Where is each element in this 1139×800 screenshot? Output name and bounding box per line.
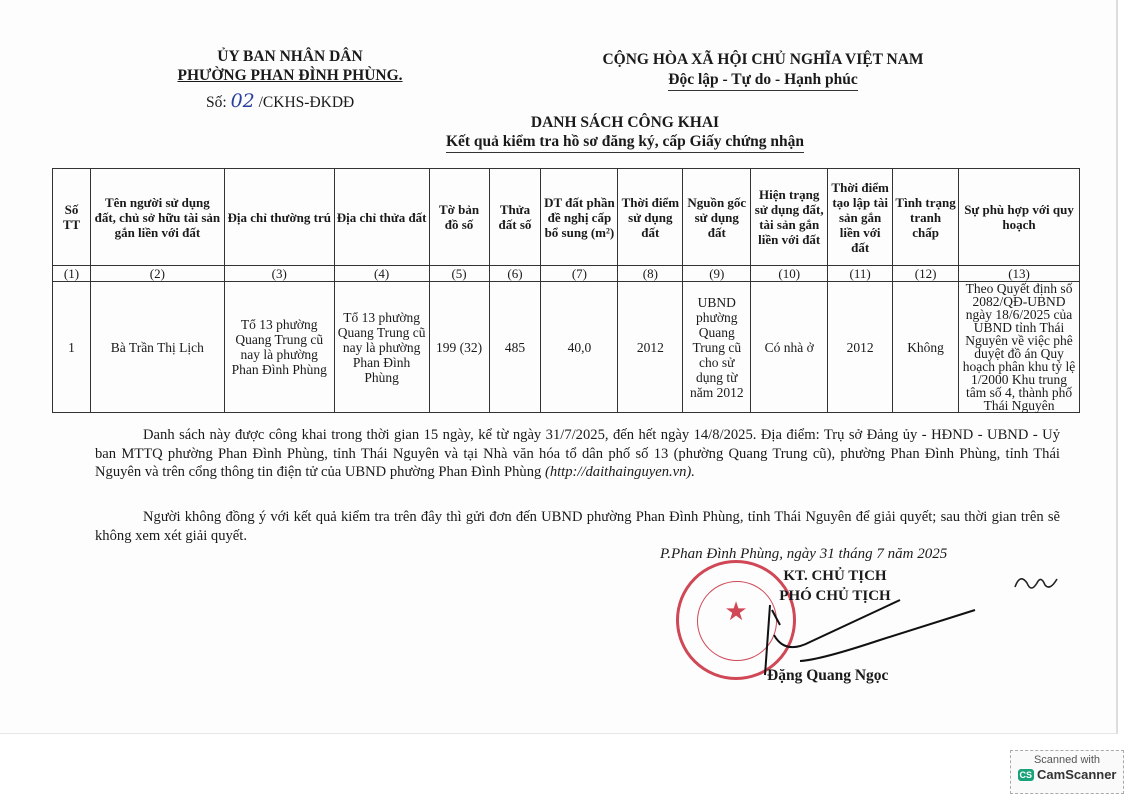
col-index: (9) — [683, 266, 751, 282]
cell-residence: Tổ 13 phường Quang Trung cũ nay là phường Phan Đình Phùng — [224, 282, 334, 413]
national-title: CỘNG HÒA XÃ HỘI CHỦ NGHĨA VIỆT NAM — [602, 51, 924, 68]
website-link[interactable]: (http://daithainguyen.vn). — [544, 464, 695, 480]
col-header: Tờ bản đồ số — [429, 169, 489, 266]
col-header: Nguồn gốc sử dụng đất — [683, 169, 751, 266]
table-index-row — [53, 266, 1080, 282]
issuer-block — [150, 47, 430, 85]
number-prefix: Số: — [206, 94, 227, 111]
col-index: (1) — [53, 266, 91, 282]
col-header: Thời điểm tạo lập tài sản gắn liền với đất — [828, 169, 893, 266]
cell-dispute: Không — [893, 282, 959, 413]
col-index: (12) — [893, 266, 959, 282]
table-row — [53, 282, 1080, 413]
title-block — [300, 113, 950, 151]
cell-parcel-number: 485 — [489, 282, 541, 413]
cell-map-sheet: 199 (32) — [429, 282, 489, 413]
complaint-paragraph: Người không đồng ý với kết quả kiểm tra trên đây thì gửi đơn đến UBND phường Phan Đình Phùng, tỉnh Thái Nguyên để giải quyết; sau thời gian trên sẽ không xem xét giải quyết. — [95, 509, 1060, 544]
signer-name: Đặng Quang Ngọc — [767, 667, 889, 684]
document-number — [206, 90, 354, 112]
cell-owner: Bà Trần Thị Lịch — [90, 282, 224, 413]
col-header: DT đất phần đề nghị cấp bổ sung (m²) — [541, 169, 618, 266]
cell-stt: 1 — [53, 282, 91, 413]
col-header: Số TT — [53, 169, 91, 266]
col-header: Tình trạng tranh chấp — [893, 169, 959, 266]
national-motto: Độc lập - Tự do - Hạnh phúc — [560, 70, 966, 90]
col-header: Thời điểm sử dụng đất — [618, 169, 683, 266]
place-date: P.Phan Đình Phùng, ngày 31 tháng 7 năm 2025 — [660, 546, 948, 562]
col-index: (13) — [959, 266, 1080, 282]
cell-planning: Theo Quyết định số 2082/QĐ-UBND ngày 18/6/2025 của UBND tỉnh Thái Nguyên về việc phê duyệt đồ án Quy hoạch phân khu tỷ lệ 1/2000 Khu trung tâm số 4, thành phố Thái Nguyên — [959, 282, 1080, 413]
notice-paragraph — [95, 426, 1060, 482]
cell-asset-time: 2012 — [828, 282, 893, 413]
national-header — [560, 50, 966, 90]
col-header: Thửa đất số — [489, 169, 541, 266]
table-header-row — [53, 169, 1080, 266]
col-index: (5) — [429, 266, 489, 282]
col-index: (11) — [828, 266, 893, 282]
camscanner-logo-icon: CS — [1019, 769, 1033, 780]
number-handwritten: 02 — [230, 90, 255, 112]
document-title: DANH SÁCH CÔNG KHAI — [530, 114, 720, 131]
col-index: (7) — [541, 266, 618, 282]
cell-current-status: Có nhà ở — [751, 282, 828, 413]
cell-use-time: 2012 — [618, 282, 683, 413]
col-index: (3) — [224, 266, 334, 282]
issuer-line1: ỦY BAN NHÂN DÂN — [217, 48, 363, 65]
cell-parcel-address: Tổ 13 phường Quang Trung cũ nay là phường Phan Đình Phùng — [334, 282, 429, 413]
col-index: (6) — [489, 266, 541, 282]
col-index: (4) — [334, 266, 429, 282]
star-icon: ★ — [724, 597, 748, 626]
badge-brand: CamScanner — [1037, 767, 1117, 782]
cell-origin: UBND phường Quang Trung cũ cho sử dụng từ năm 2012 — [683, 282, 751, 413]
handwritten-signature — [760, 565, 1060, 680]
col-header: Sự phù hợp với quy hoạch — [959, 169, 1080, 266]
issuer-line2: PHƯỜNG PHAN ĐÌNH PHÙNG. — [177, 67, 403, 84]
badge-caption: Scanned with — [1033, 754, 1101, 766]
col-header: Hiện trạng sử dụng đất, tài sản gắn liền với đất — [751, 169, 828, 266]
col-header: Địa chỉ thường trú — [224, 169, 334, 266]
document-subtitle: Kết quả kiểm tra hồ sơ đăng ký, cấp Giấy chứng nhận — [300, 132, 950, 151]
public-list-table — [52, 168, 1080, 413]
number-suffix: /CKHS-ĐKDĐ — [258, 94, 355, 111]
signer-role-line1: KT. CHỦ TỊCH — [783, 568, 887, 584]
signer-role-line2: PHÓ CHỦ TỊCH — [779, 588, 891, 604]
col-index: (10) — [751, 266, 828, 282]
notice-text: Danh sách này được công khai trong thời gian 15 ngày, kể từ ngày 31/7/2025, đến hết ngày 14/8/2025. Địa điểm: Trụ sở Đảng ủy - HĐND - UBND - Uỷ ban MTTQ phường Phan Đình Phùng, tỉnh Thái Nguyên và tại Nhà văn hóa tổ dân phố số 13 (phường Quang Trung cũ), phường Phan Đình Phùng, tỉnh Thái Nguyên và trên cổng thông tin điện tử của UBND phường Phan Đình Phùng — [95, 427, 1060, 480]
col-header: Tên người sử dụng đất, chủ sở hữu tài sản gắn liền với đất — [90, 169, 224, 266]
camscanner-badge — [1010, 750, 1124, 794]
col-index: (2) — [90, 266, 224, 282]
col-index: (8) — [618, 266, 683, 282]
cell-area: 40,0 — [541, 282, 618, 413]
col-header: Địa chỉ thửa đất — [334, 169, 429, 266]
